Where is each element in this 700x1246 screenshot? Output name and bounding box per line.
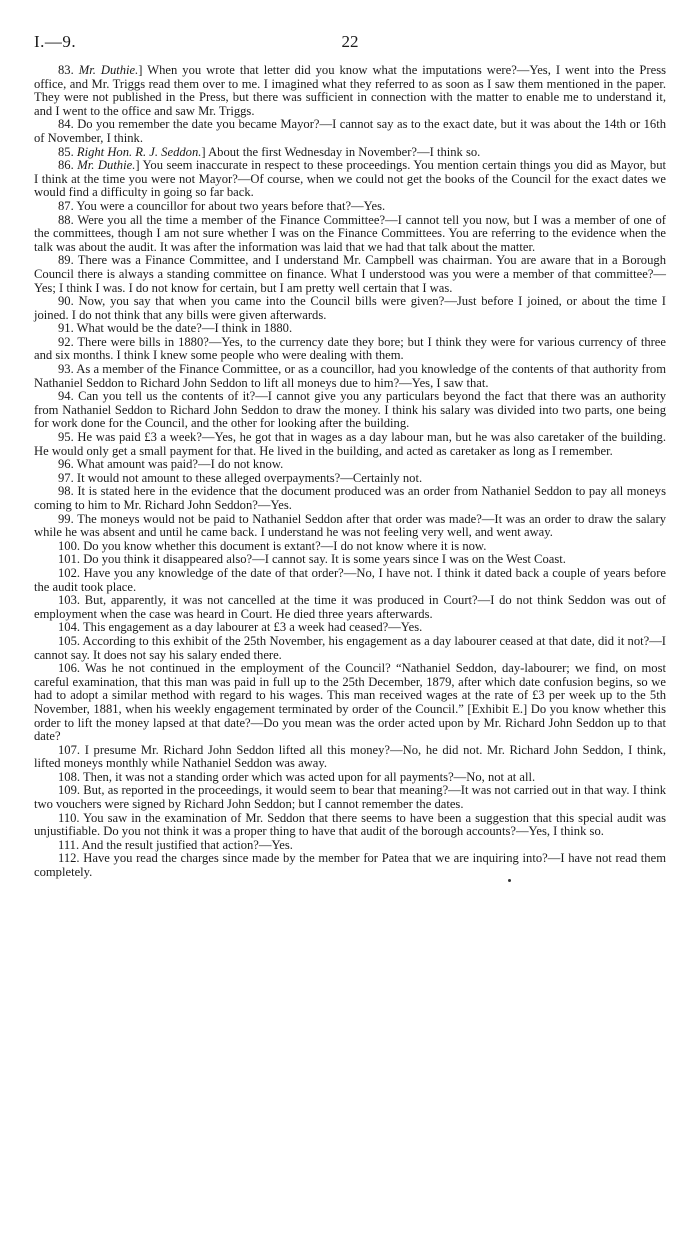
testimony-paragraph [34, 118, 666, 145]
transcript-body [34, 64, 666, 880]
paragraph-text: 105. According to this exhibit of the 25th November, his engagement as a day labourer ceased at that date, did it not?—I cannot say. It does not say his salary ended there. [34, 633, 666, 662]
paragraph-text: ] About the first Wednesday in November?—I think so. [201, 144, 481, 159]
testimony-paragraph [34, 771, 666, 785]
paper-reference: I.—9. [34, 32, 77, 51]
question-number: 86. [58, 158, 78, 173]
testimony-paragraph [34, 431, 666, 458]
testimony-paragraph [34, 295, 666, 322]
paragraph-text: 107. I presume Mr. Richard John Seddon lifted all this money?—No, he did not. Mr. Richard John Seddon, I think, lifted moneys monthly while Nathaniel Seddon was away. [34, 742, 666, 771]
paragraph-text: 94. Can you tell us the contents of it?—I cannot give you any particulars beyond the fact that there was an authority from Nathaniel Seddon to Richard John Seddon to draw the money. I think his salary was divided into two parts, one being for work done for the Council, and the other for looking after the building. [34, 389, 666, 431]
paragraph-text: 95. He was paid £3 a week?—Yes, he got that in wages as a day labour man, but he was also caretaker of the building. He would only get a small payment for that. He lived in the building, and acted as caretaker as long as I remember. [34, 430, 666, 458]
testimony-paragraph [34, 744, 666, 771]
testimony-paragraph [34, 839, 666, 853]
paragraph-text: 88. Were you all the time a member of the Finance Committee?—I cannot tell you now, but I was a member of one of the committees, though I am not sure whether I was on the Finance Committees. You are referring to the evidence when the talk was about the audit. It was after the information was laid that we had that talk about the matter. [34, 212, 666, 254]
paragraph-text: 84. Do you remember the date you became Mayor?—I cannot say as to the exact date, but it was about the 14th or 16th of November, I think. [34, 117, 666, 145]
paragraph-text: 91. What would be the date?—I think in 1880. [58, 321, 293, 336]
paragraph-text: 89. There was a Finance Committee, and I understand Mr. Campbell was chairman. You are aware that in a Borough Council there is always a standing committee on finance. What I understood was you were a member of that committee?—Yes; I think I was. I do not know for certain, but I am pretty well certain that I was. [34, 253, 666, 295]
stray-ink-mark [508, 879, 511, 882]
testimony-paragraph [34, 336, 666, 363]
paragraph-text: 111. And the result justified that action?—Yes. [58, 837, 293, 852]
testimony-paragraph [34, 472, 666, 486]
paragraph-text: 92. There were bills in 1880?—Yes, to the currency date they bore; but I think they were for various currency of three and six months. I think I knew some people who were dealing with them. [34, 334, 666, 363]
speaker-name: Mr. Duthie. [77, 158, 136, 173]
paragraph-text: 109. But, as reported in the proceedings, it would seem to bear that meaning?—It was not carried out in that way. I think two vouchers were signed by Richard John Seddon; but I cannot remember the dates. [34, 783, 666, 812]
paragraph-text: 106. Was he not continued in the employment of the Council? “Nathaniel Seddon, day-labourer; we find, on most careful examination, that this man was paid in full up to the 25th December, 1879, after which date confusion begins, so we had to adopt a similar method with regard to his wages. This man received wages at the rate of £3 per week up to the 5th November, 1881, when his weekly engagement terminated by order of the Council.” [Exhibit E.] Do you know whether this order to lift the money lapsed at that date?—Do you mean was the order acted upon by Mr. Richard John Seddon up to that date? [34, 661, 666, 744]
testimony-paragraph [34, 485, 666, 512]
page-header [34, 28, 666, 64]
page-number: 22 [341, 32, 359, 51]
testimony-paragraph [34, 64, 666, 118]
paragraph-text: 103. But, apparently, it was not cancelled at the time it was produced in Court?—I do not think Seddon was out of employment when the case was heard in Court. He died three years afterwards. [34, 593, 666, 621]
paragraph-text: 87. You were a councillor for about two years before that?—Yes. [58, 198, 386, 213]
paragraph-text: 104. This engagement as a day labourer at £3 a week had ceased?—Yes. [58, 620, 423, 635]
testimony-paragraph [34, 567, 666, 594]
question-number: 83. [58, 63, 79, 77]
speaker-name: Mr. Duthie. [78, 63, 139, 77]
question-number: 85. [58, 144, 77, 159]
testimony-paragraph [34, 540, 666, 554]
paragraph-text: 101. Do you think it disappeared also?—I cannot say. It is some years since I was on the West Coast. [58, 552, 566, 567]
testimony-paragraph [34, 390, 666, 431]
testimony-paragraph [34, 146, 666, 160]
testimony-paragraph [34, 635, 666, 662]
speaker-name: Right Hon. R. J. Seddon. [76, 144, 202, 159]
testimony-paragraph [34, 322, 666, 336]
paragraph-text: 102. Have you any knowledge of the date of that order?—No, I have not. I think it dated back a couple of years before the audit took place. [34, 565, 666, 594]
paragraph-text: 96. What amount was paid?—I do not know. [58, 457, 284, 472]
paragraph-text: 99. The moneys would not be paid to Nathaniel Seddon after that order was made?—It was an order to draw the salary while he was absent and until he came back. I understand he was not feeling very well, and went away. [34, 511, 666, 540]
testimony-paragraph [34, 594, 666, 621]
paragraph-text: ] When you wrote that letter did you know what the imputations were?—Yes, I went into the Press office, and Mr. Triggs read them over to me. I imagined what they referred to as soon as I saw them mentioned in the paper. They were not published in the Press, but there was sufficient in connection with the matter to enable me to understand it, and I went to the office and saw Mr. Triggs. [34, 63, 667, 118]
testimony-paragraph [34, 159, 666, 200]
testimony-paragraph [34, 513, 666, 540]
testimony-paragraph [34, 458, 666, 472]
testimony-paragraph [34, 200, 666, 214]
testimony-paragraph [34, 662, 666, 744]
paragraph-text: 112. Have you read the charges since made by the member for Patea that we are inquiring into?—I have not read them completely. [34, 851, 666, 880]
testimony-paragraph [34, 621, 666, 635]
testimony-paragraph [34, 214, 666, 255]
paragraph-text: ] You seem inaccurate in respect to these proceedings. You mention certain things you did as Mayor, but I think at the time you were not Mayor?—Of course, when we could not get the books of the Council for the exact dates we would find a difficulty in going so far back. [34, 158, 667, 200]
testimony-paragraph [34, 784, 666, 811]
testimony-paragraph [34, 812, 666, 839]
paragraph-text: 98. It is stated here in the evidence that the document produced was an order from Nathaniel Seddon to pay all moneys coming to him to Mr. Richard John Seddon?—Yes. [34, 484, 666, 512]
paragraph-text: 100. Do you know whether this document is extant?—I do not know where it is now. [58, 538, 487, 553]
testimony-paragraph [34, 363, 666, 390]
testimony-paragraph [34, 254, 666, 295]
paragraph-text: 110. You saw in the examination of Mr. Seddon that there seems to have been a suggestion that this special audit was unjustifiable. Do you not think it was a proper thing to have that audit of the borough accounts?—Yes, I think so. [34, 810, 666, 839]
testimony-paragraph [34, 553, 666, 567]
paragraph-text: 90. Now, you say that when you came into the Council bills were given?—Just before I joined, or about the time I joined. I do not think that any bills were given afterwards. [34, 294, 666, 322]
paragraph-text: 97. It would not amount to these alleged overpayments?—Certainly not. [58, 470, 423, 485]
testimony-paragraph [34, 852, 666, 879]
paragraph-text: 93. As a member of the Finance Committee, or as a councillor, had you knowledge of the contents of that authority from Nathaniel Seddon to Richard John Seddon to lift all moneys due to him?—Yes, I saw that. [34, 362, 666, 390]
paragraph-text: 108. Then, it was not a standing order which was acted upon for all payments?—No, not at all. [58, 769, 536, 784]
